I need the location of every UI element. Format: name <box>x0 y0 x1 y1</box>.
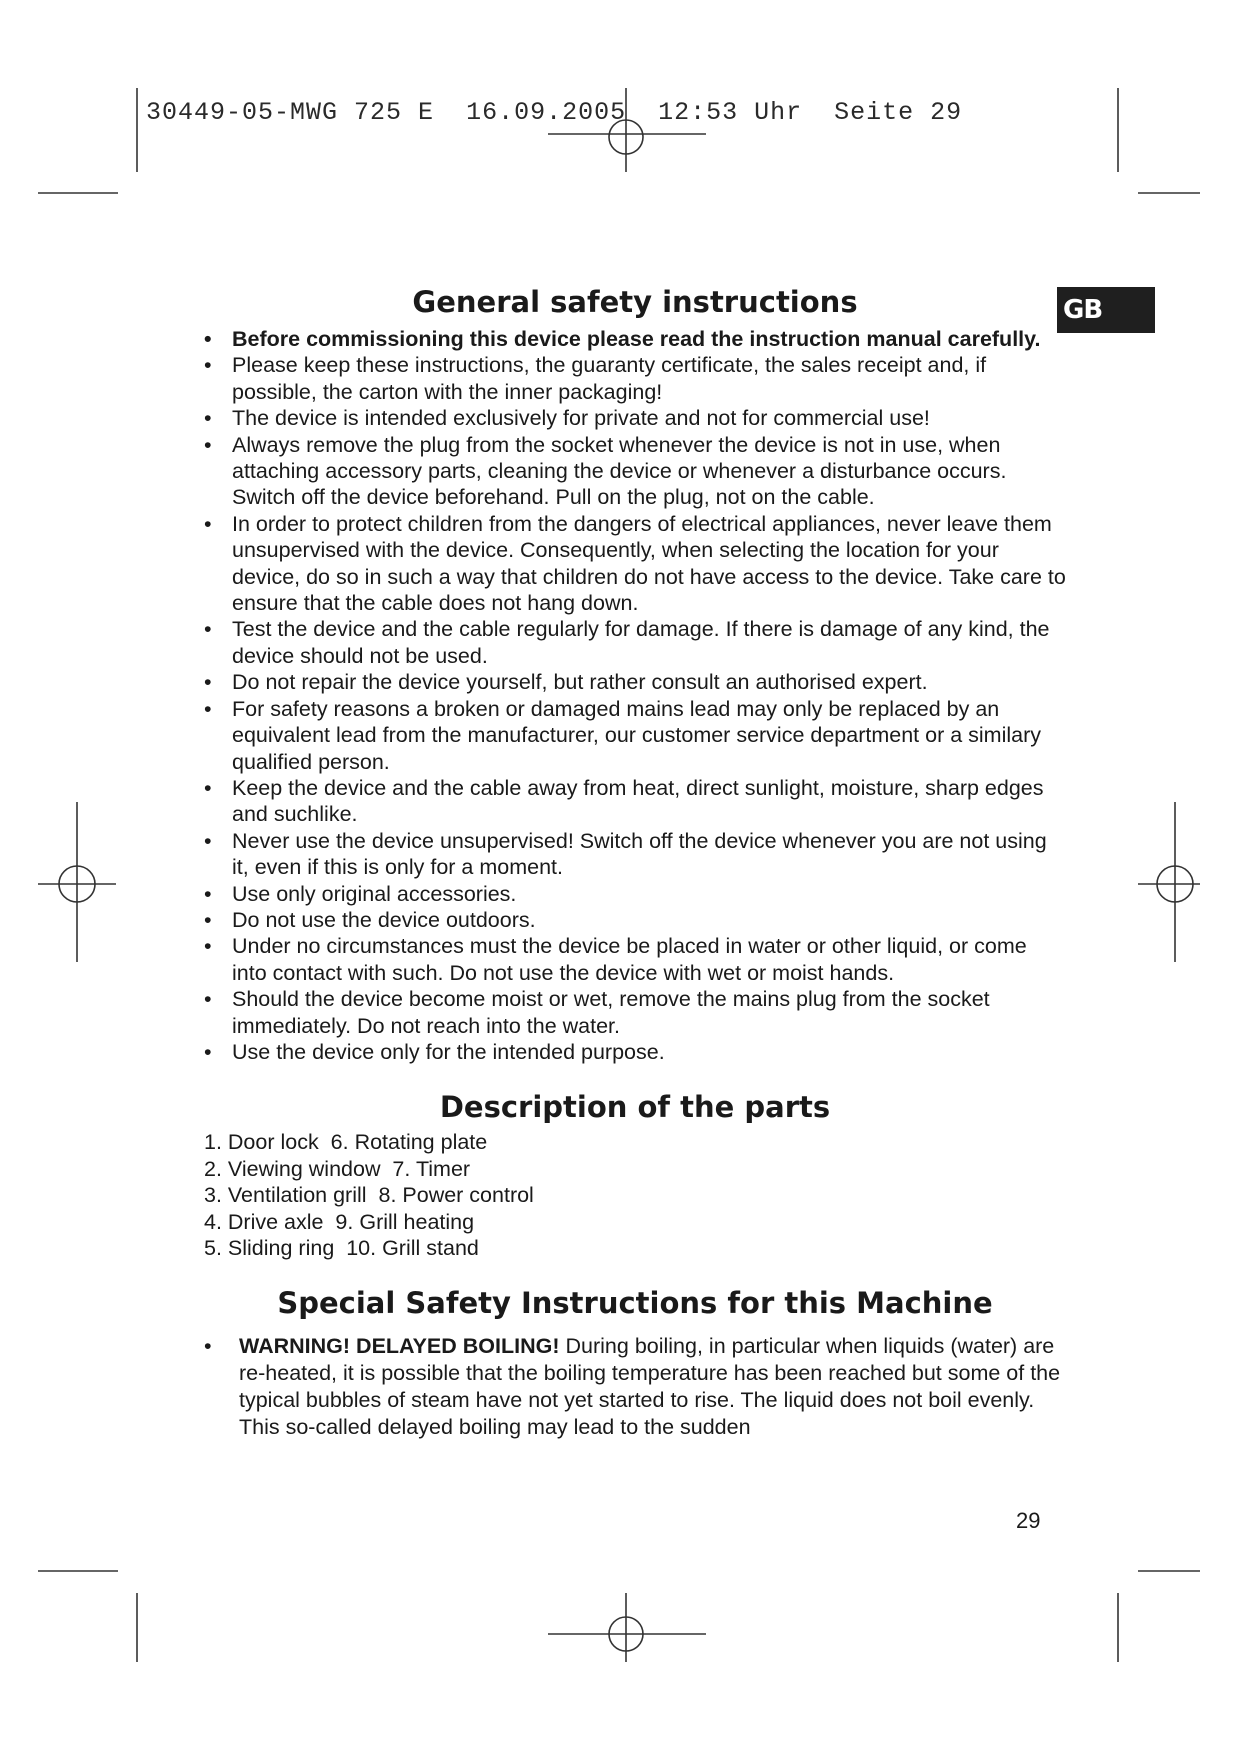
page-ref: Seite 29 <box>834 98 963 127</box>
list-item: • Under no circumstances must the device be placed in water or other liquid, or come into contact with such. Do not use the device with wet or moist hands. <box>204 933 1066 986</box>
crosshair-bottom-icon <box>548 1593 706 1662</box>
crosshair-left-icon <box>38 802 116 962</box>
special-safety-title: Special Safety Instructions for this Machine <box>277 1286 993 1321</box>
list-item: 4. Drive axle 9. Grill heating <box>204 1209 475 1234</box>
general-safety-title: General safety instructions <box>412 285 858 319</box>
list-item: • Never use the device unsupervised! Switch off the device whenever you are not using it, even if this is only for a moment. <box>204 828 1066 881</box>
list-item: 5. Sliding ring 10. Grill stand <box>204 1236 479 1260</box>
parts-title: Description of the parts <box>439 1090 831 1125</box>
list-item: 3. Ventilation grill 8. Power control <box>204 1183 534 1208</box>
list-item: • Use the device only for the intended purpose. <box>204 1039 1066 1065</box>
list-item: • Do not repair the device yourself, but rather consult an authorised expert. <box>204 669 1066 695</box>
warning-label: WARNING! DELAYED BOILING! <box>239 1334 560 1359</box>
print-time: 12:53 Uhr <box>658 98 803 127</box>
print-slug <box>146 98 962 127</box>
list-item: 2. Viewing window 7. Timer <box>204 1156 471 1181</box>
list-item: • Test the device and the cable regularly for damage. If there is damage of any kind, the device should not be used. <box>204 616 1066 669</box>
list-item: 1. Door lock 6. Rotating plate <box>204 1130 488 1155</box>
print-date: 16.09.2005 <box>466 98 627 127</box>
list-item: • For safety reasons a broken or damaged mains lead may only be replaced by an equivalent lead from the manufacturer, our customer service department or a similary qualified person. <box>204 696 1066 775</box>
page-number: 29 <box>1016 1508 1041 1533</box>
warning-text: During boiling, in particular when liquids (water) are re-heated, it is possible that the boiling temperature has been reached but some of the typical bubbles of steam have not yet started to rise. The liquid does not boil evenly. This so-called delayed boiling may lead to the sudden <box>239 1334 1061 1439</box>
crosshair-right-icon <box>1138 802 1200 962</box>
list-item: • The device is intended exclusively for private and not for commercial use! <box>204 405 1066 431</box>
list-item: • Always remove the plug from the socket whenever the device is not in use, when attaching accessory parts, cleaning the device or whenever a disturbance occurs. Switch off the device beforehand. Pull on the plug, not on the cable. <box>204 432 1066 511</box>
doc-code: 30449-05-MWG 725 E <box>146 98 435 127</box>
main-content <box>204 282 1066 1441</box>
list-item: • Before commissioning this device please read the instruction manual carefully. <box>204 326 1066 352</box>
list-item: • Should the device become moist or wet, remove the mains plug from the socket immediately. Do not reach into the water. <box>204 986 1066 1039</box>
list-item: • In order to protect children from the dangers of electrical appliances, never leave them unsupervised with the device. Consequently, when selecting the location for your device, do so in such a way that children do not have access to the device. Take care to ensure that the cable does not hang down. <box>204 511 1066 617</box>
list-item: • Keep the device and the cable away from heat, direct sunlight, moisture, sharp edges and suchlike. <box>204 775 1066 828</box>
language-tab: GB <box>1057 287 1155 333</box>
list-item: • Do not use the device outdoors. <box>204 907 1066 933</box>
list-item: • Use only original accessories. <box>204 881 1066 907</box>
list-item: • Please keep these instructions, the guaranty certificate, the sales receipt and, if possible, the carton with the inner packaging! <box>204 352 1066 405</box>
special-safety-list <box>204 1333 1066 1440</box>
list-item <box>204 1333 1066 1440</box>
parts-list <box>204 1129 1066 1261</box>
general-safety-list <box>204 326 1066 1065</box>
